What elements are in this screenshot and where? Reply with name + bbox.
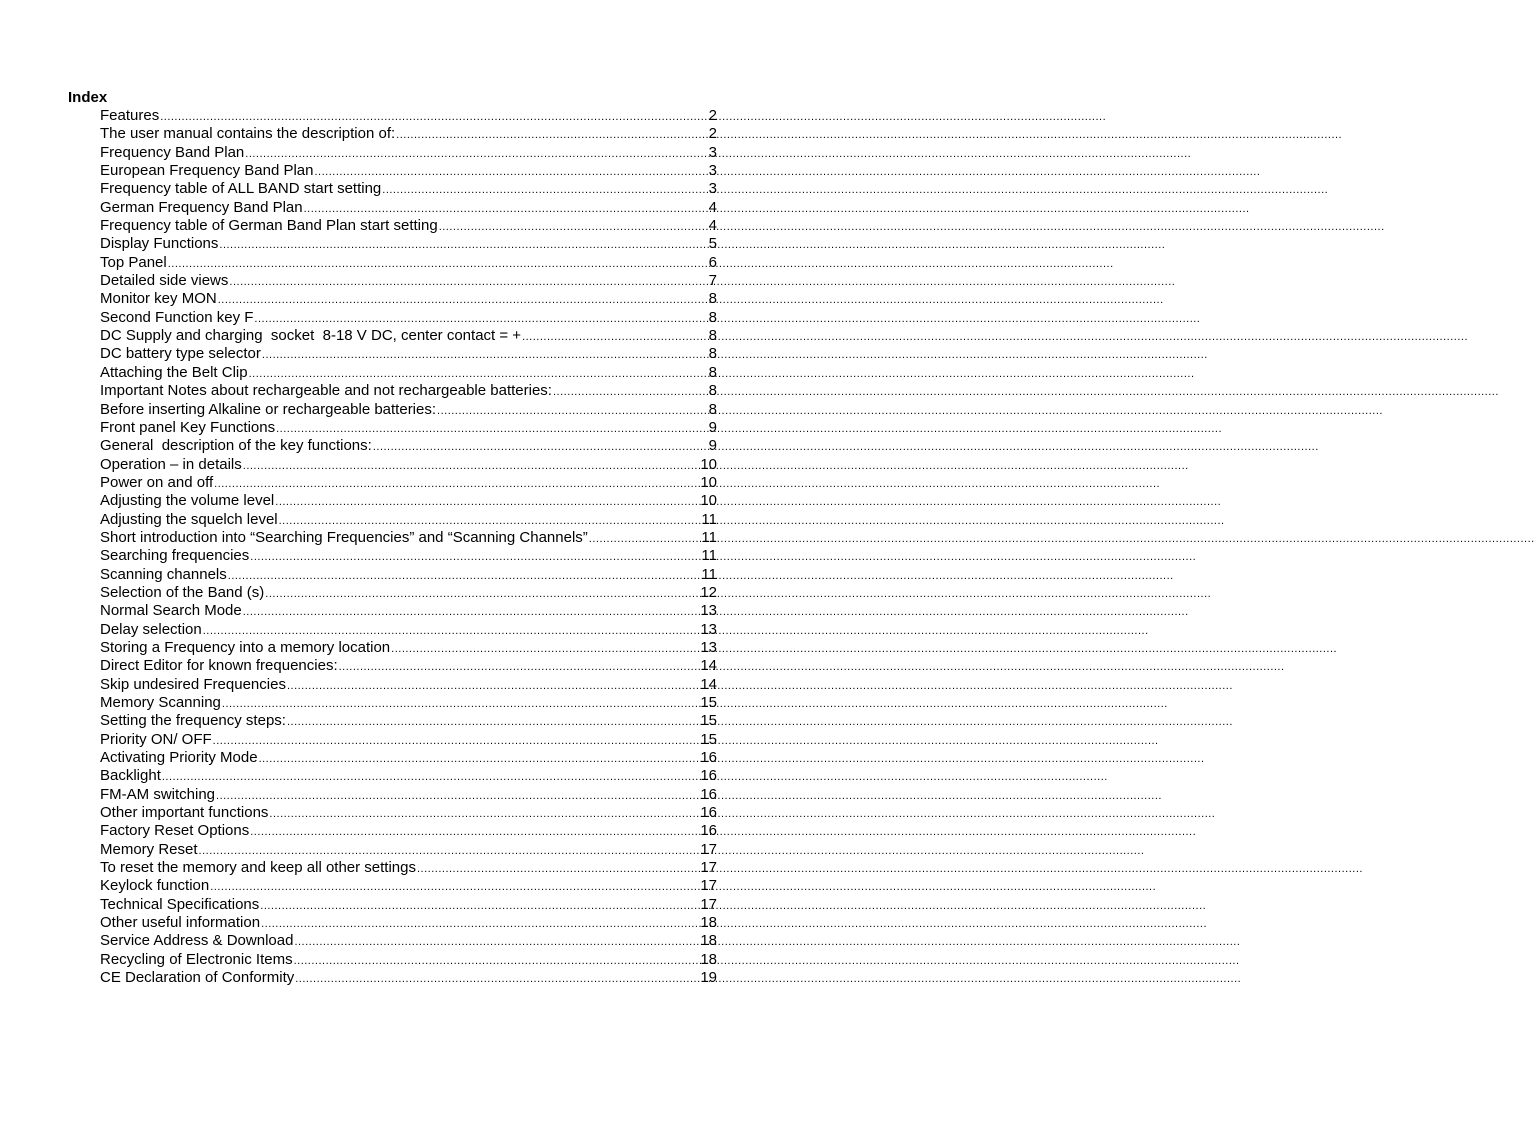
toc-entry-page-number: 11 [701,547,717,565]
toc-entry-page-number: 8 [708,382,717,400]
toc-entry-label: Attaching the Belt Clip [100,363,248,381]
toc-entry-page-number: 18 [700,932,717,950]
toc-entry-label: Storing a Frequency into a memory location [100,638,391,656]
toc-entry-label: Selection of the Band (s) [100,583,265,601]
toc-entry-page-number: 17 [700,859,717,877]
toc-entry[interactable] [100,254,717,272]
toc-entry-label: Service Address & Download [100,932,294,950]
dot-leader [213,732,700,750]
dot-leader [203,622,700,640]
toc-entry-label: Display Functions [100,235,219,253]
toc-entry-page-number: 11 [701,565,717,583]
toc-entry-label: Detailed side views [100,272,229,290]
toc-entry-page-number: 12 [700,583,717,601]
toc-entry-label: Factory Reset Options [100,822,250,840]
toc-entry-page-number: 8 [708,327,717,345]
toc-entry[interactable] [100,584,717,602]
toc-entry[interactable] [100,382,717,400]
toc-entry[interactable] [100,456,717,474]
toc-entry[interactable] [100,822,717,840]
toc-entry-page-number: 18 [700,914,717,932]
dot-leader [276,420,708,438]
toc-entry-label: Top Panel [100,253,167,271]
toc-entry[interactable] [100,676,717,694]
toc-entry[interactable] [100,162,717,180]
dot-leader [210,878,699,896]
toc-entry-page-number: 14 [700,675,717,693]
toc-entry-label: CE Declaration of Conformity [100,969,295,987]
toc-entry[interactable] [100,877,717,895]
toc-entry[interactable] [100,786,717,804]
toc-entry[interactable] [100,180,717,198]
dot-leader [589,530,701,548]
dot-leader [295,970,699,988]
toc-entry-label: German Frequency Band Plan [100,198,303,216]
toc-entry[interactable] [100,290,717,308]
toc-entry-page-number: 15 [700,730,717,748]
toc-entry[interactable] [100,914,717,932]
dot-leader [259,750,700,768]
dot-leader [294,933,699,951]
toc-entry-page-number: 10 [700,473,717,491]
dot-leader [260,897,699,915]
index-heading: Index [68,89,108,106]
toc-entry-label: General description of the key functions: [100,437,372,455]
toc-entry-label: Direct Editor for known frequencies: [100,657,338,675]
toc-entry[interactable] [100,547,717,565]
toc-entry-label: FM-AM switching [100,785,216,803]
dot-leader [243,457,700,475]
toc-entry-page-number: 16 [700,749,717,767]
toc-entry[interactable] [100,639,717,657]
toc-entry-page-number: 16 [700,785,717,803]
toc-entry-page-number: 18 [700,950,717,968]
toc-entry-page-number: 16 [700,822,717,840]
toc-entry-label: Other important functions [100,804,269,822]
toc-entry-label: Technical Specifications [100,895,260,913]
toc-entry-page-number: 14 [700,657,717,675]
dot-leader [417,860,699,878]
toc-entry-label: Frequency table of German Band Plan start setting [100,217,438,235]
toc-entry-page-number: 15 [700,694,717,711]
dot-leader [294,952,700,970]
dot-leader [228,567,701,585]
toc-entry-label: Adjusting the volume level [100,492,275,510]
toc-entry[interactable] [100,309,717,327]
toc-entry-page-number: 13 [700,602,717,620]
toc-entry-page-number: 11 [701,510,717,528]
toc-entry-page-number: 3 [708,143,717,161]
dot-leader [279,512,701,530]
toc-entry[interactable] [100,767,717,785]
toc-entry-page-number: 19 [700,969,717,987]
toc-entry-label: Recycling of Electronic Items [100,950,293,968]
toc-entry[interactable] [100,749,717,767]
toc-entry-page-number: 17 [700,877,717,895]
dot-leader [243,603,700,621]
toc-entry-page-number: 8 [708,345,717,363]
toc-entry[interactable] [100,345,717,363]
toc-entry[interactable] [100,437,717,455]
dot-leader [339,658,700,676]
toc-entry[interactable] [100,492,717,510]
toc-entry-page-number: 8 [708,308,717,326]
toc-entry[interactable] [100,731,717,749]
dot-leader [265,585,699,603]
toc-entry[interactable] [100,364,717,382]
dot-leader [261,915,699,933]
toc-entry-label: DC Supply and charging socket 8-18 V DC, center contact = + [100,327,522,345]
dot-leader [439,218,708,236]
toc-entry[interactable] [100,235,717,253]
toc-entry[interactable] [100,657,717,675]
toc-entry-label: Other useful information [100,914,261,932]
toc-entry-label: Monitor key MON [100,290,217,308]
toc-entry[interactable] [100,529,717,547]
toc-entry-page-number: 5 [708,235,717,253]
toc-entry-label: Short introduction into “Searching Frequencies” and “Scanning Channels” [100,528,588,546]
toc-entry[interactable] [100,712,717,730]
toc-entry-label: Skip undesired Frequencies [100,675,286,693]
dot-leader [254,310,707,328]
dot-leader [553,383,708,401]
toc-entry-label: Frequency Band Plan [100,143,245,161]
dot-leader [522,328,708,346]
toc-entry-label: Memory Reset [100,840,198,858]
dot-leader [162,768,699,786]
toc-entry-label: Second Function key F [100,308,254,326]
toc-entry-label: Power on and off [100,473,214,491]
toc-entry-label: Features [100,107,160,124]
dot-leader [250,823,699,841]
toc-entry-label: Memory Scanning [100,694,221,711]
toc-entry-label: The user manual contains the description of: [100,125,396,143]
toc-entry-label: European Frequency Band Plan [100,162,314,180]
toc-entry[interactable] [100,804,717,822]
dot-leader [304,200,708,218]
toc-entry[interactable] [100,419,717,437]
dot-leader [222,695,699,713]
toc-entry-label: Operation – in details [100,455,242,473]
table-of-contents [100,107,717,988]
toc-entry-label: Normal Search Mode [100,602,242,620]
toc-entry-label: Adjusting the squelch level [100,510,278,528]
toc-entry-label: Activating Priority Mode [100,749,258,767]
toc-entry[interactable] [100,694,717,712]
dot-leader [249,365,708,383]
toc-entry-page-number: 4 [708,217,717,235]
toc-entry-page-number: 11 [701,528,717,546]
toc-entry[interactable] [100,602,717,620]
toc-entry[interactable] [100,272,717,290]
toc-entry-page-number: 9 [708,437,717,455]
dot-leader [269,805,699,823]
dot-leader [168,255,708,273]
toc-entry-label: DC battery type selector [100,345,261,363]
toc-entry-page-number: 3 [708,162,717,180]
toc-entry-label: To reset the memory and keep all other settings [100,859,416,877]
dot-leader [275,493,699,511]
toc-entry[interactable] [100,951,717,969]
dot-leader [287,713,699,731]
toc-entry[interactable] [100,511,717,529]
toc-entry[interactable] [100,144,717,162]
toc-entry[interactable] [100,474,717,492]
toc-entry-page-number: 10 [700,492,717,510]
toc-entry-page-number: 6 [708,253,717,271]
toc-entry-label: Backlight [100,767,161,785]
dot-leader [314,163,707,181]
toc-entry-page-number: 8 [708,290,717,308]
toc-entry-page-number: 17 [700,840,717,858]
toc-entry[interactable] [100,217,717,235]
dot-leader [382,181,707,199]
toc-entry[interactable] [100,896,717,914]
dot-leader [219,236,707,254]
dot-leader [391,640,699,658]
toc-entry-page-number: 8 [708,363,717,381]
dot-leader [199,842,700,860]
toc-entry[interactable] [100,969,717,987]
toc-entry-label: Setting the frequency steps: [100,712,286,730]
toc-entry-label: Priority ON/ OFF [100,730,212,748]
toc-entry-page-number: 13 [700,638,717,656]
toc-entry-page-number: 2 [708,107,717,124]
dot-leader [229,273,707,291]
toc-entry[interactable] [100,199,717,217]
dot-leader [218,291,708,309]
toc-entry-label: Frequency table of ALL BAND start setting [100,180,382,198]
toc-entry[interactable] [100,859,717,877]
toc-entry-page-number: 8 [708,400,717,418]
toc-entry[interactable] [100,932,717,950]
toc-entry-label: Searching frequencies [100,547,250,565]
dot-leader [250,548,700,566]
toc-entry[interactable] [100,841,717,859]
dot-leader [216,787,699,805]
toc-entry-label: Delay selection [100,620,202,638]
toc-entry[interactable] [100,621,717,639]
toc-entry-page-number: 2 [708,125,717,143]
toc-entry-label: Keylock function [100,877,210,895]
dot-leader [160,108,707,126]
toc-entry[interactable] [100,401,717,419]
toc-entry-page-number: 7 [708,272,717,290]
dot-leader [396,126,707,144]
toc-entry[interactable] [100,327,717,345]
toc-entry[interactable] [100,125,717,143]
dot-leader [262,346,708,364]
dot-leader [373,438,708,456]
toc-entry-page-number: 10 [700,455,717,473]
toc-entry-label: Important Notes about rechargeable and not rechargeable batteries: [100,382,552,400]
toc-entry[interactable] [100,566,717,584]
dot-leader [245,145,707,163]
toc-entry-page-number: 4 [708,198,717,216]
toc-entry-label: Before inserting Alkaline or rechargeable batteries: [100,400,437,418]
toc-entry-page-number: 3 [708,180,717,198]
toc-entry-page-number: 15 [700,712,717,730]
toc-entry-page-number: 16 [700,804,717,822]
toc-entry[interactable] [100,107,717,125]
dot-leader [437,402,708,420]
dot-leader [287,677,699,695]
dot-leader [214,475,699,493]
toc-entry-page-number: 17 [700,895,717,913]
toc-entry-page-number: 16 [700,767,717,785]
toc-entry-page-number: 13 [700,620,717,638]
toc-entry-page-number: 9 [708,418,717,436]
toc-entry-label: Scanning channels [100,565,227,583]
toc-entry-label: Front panel Key Functions [100,418,276,436]
